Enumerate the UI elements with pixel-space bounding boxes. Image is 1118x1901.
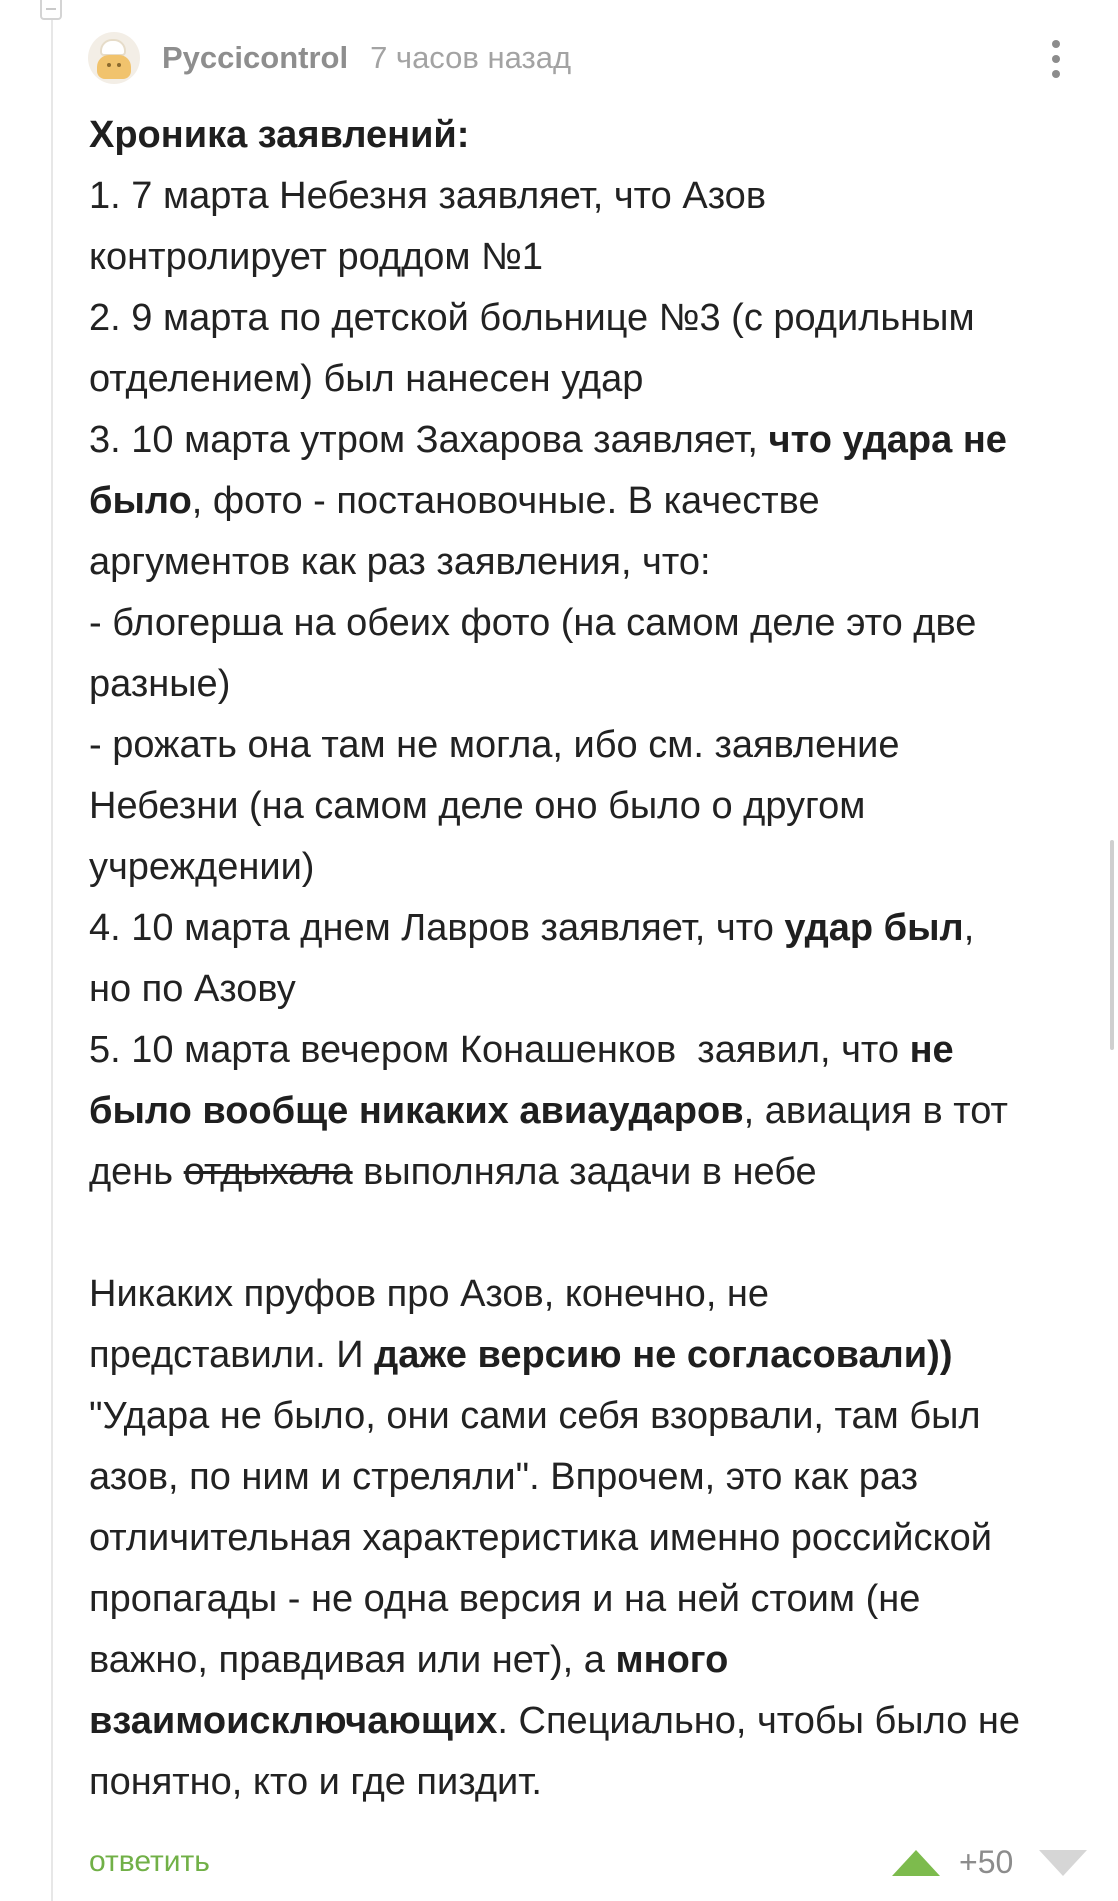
comment-line [89,1386,1089,1447]
text-segment: , [963,907,975,949]
bold-text: Хроника заявлений: [89,114,470,156]
comment-line [89,1447,1089,1508]
text-segment: учреждении) [89,846,315,888]
bold-text: даже версию не согласовали)) [374,1334,953,1376]
comment-line [89,166,1089,227]
comment-line [89,1752,1089,1813]
avatar[interactable] [88,32,140,84]
text-segment: контролирует роддом №1 [89,236,544,278]
text-segment: 1. 7 марта Небезня заявляет, что Азов [89,175,767,217]
comment-line [89,654,1089,715]
text-segment: "Удара не было, они сами себя взорвали, там был [89,1395,981,1437]
bold-text: много [615,1639,729,1681]
comment-line [89,227,1089,288]
text-segment: но по Азову [89,968,296,1010]
comment-line [89,1325,1089,1386]
reply-button[interactable]: ответить [89,1845,210,1878]
thread-line [51,0,53,1901]
comment-line [89,776,1089,837]
comment-line [89,471,1089,532]
comment-header [88,32,571,84]
comment-line [89,715,1089,776]
text-segment: 4. 10 марта днем Лавров заявляет, что [89,907,785,949]
bold-text: что удара не [768,419,1007,461]
comment-body [89,105,1089,1813]
more-vertical-icon[interactable] [1042,36,1070,82]
comment-line [89,1691,1089,1752]
text-segment: понятно, кто и где пиздит. [89,1761,542,1803]
bold-text: взаимоисключающих [89,1700,498,1742]
comment-line [89,898,1089,959]
comment-line [89,532,1089,593]
text-segment: Небезни (на самом деле оно было о другом [89,785,866,827]
text-segment: 3. 10 марта утром Захарова заявляет, [89,419,769,461]
text-segment: Никаких пруфов про Азов, конечно, не [89,1273,770,1315]
downvote-arrow-icon[interactable] [1039,1850,1087,1876]
comment-line [89,349,1089,410]
text-segment: , авиация в тот [743,1090,1008,1132]
comment-line [89,1630,1089,1691]
comment-line [89,105,1089,166]
comment-line [89,1142,1089,1203]
comment-line [89,410,1089,471]
comment-line [89,1569,1089,1630]
text-segment: 2. 9 марта по детской больнице №3 (с родильным [89,297,975,339]
bold-text: удар был [784,907,964,949]
comment-line [89,1081,1089,1142]
text-segment: - блогерша на обеих фото (на самом деле это две [89,602,977,644]
bold-text: было [89,480,192,522]
text-segment: выполняла задачи в небе [352,1151,817,1193]
upvote-arrow-icon[interactable] [892,1850,940,1876]
rating-count: +50 [959,1844,1014,1880]
text-segment: пропагады - не одна версия и на ней стоим (не [89,1578,921,1620]
comment-line [89,959,1089,1020]
scrollbar[interactable] [1110,840,1114,1050]
comment-line [89,593,1089,654]
comment-line [89,1508,1089,1569]
text-segment: день [89,1151,184,1193]
text-segment: представили. И [89,1334,375,1376]
text-segment: 5. 10 марта вечером Конашенков заявил, что [89,1029,910,1071]
bold-text: было вообще никаких авиаударов [89,1090,744,1132]
strikethrough-text: отдыхала [183,1151,353,1193]
text-segment: отличительная характеристика именно российской [89,1517,992,1559]
bold-text: не [909,1029,954,1071]
text-segment: , фото - постановочные. В качестве [191,480,820,522]
blank-line [89,1203,1089,1264]
comment-line [89,1264,1089,1325]
comment-line [89,837,1089,898]
comment-line [89,1020,1089,1081]
text-segment: отделением) был нанесен удар [89,358,644,400]
comment-footer [89,1842,1089,1882]
text-segment: - рожать она там не могла, ибо см. заявление [89,724,900,766]
text-segment: азов, по ним и стреляли". Впрочем, это как раз [89,1456,919,1498]
comment-time: 7 часов назад [370,40,572,75]
comment-line [89,288,1089,349]
text-segment: . Специально, чтобы было не [497,1700,1021,1742]
text-segment: важно, правдивая или нет), а [89,1639,616,1681]
author-name[interactable]: Pyccicontrol [162,40,349,75]
text-segment: разные) [89,663,231,705]
text-segment: аргументов как раз заявления, что: [89,541,711,583]
collapse-thread-icon[interactable] [40,0,62,20]
